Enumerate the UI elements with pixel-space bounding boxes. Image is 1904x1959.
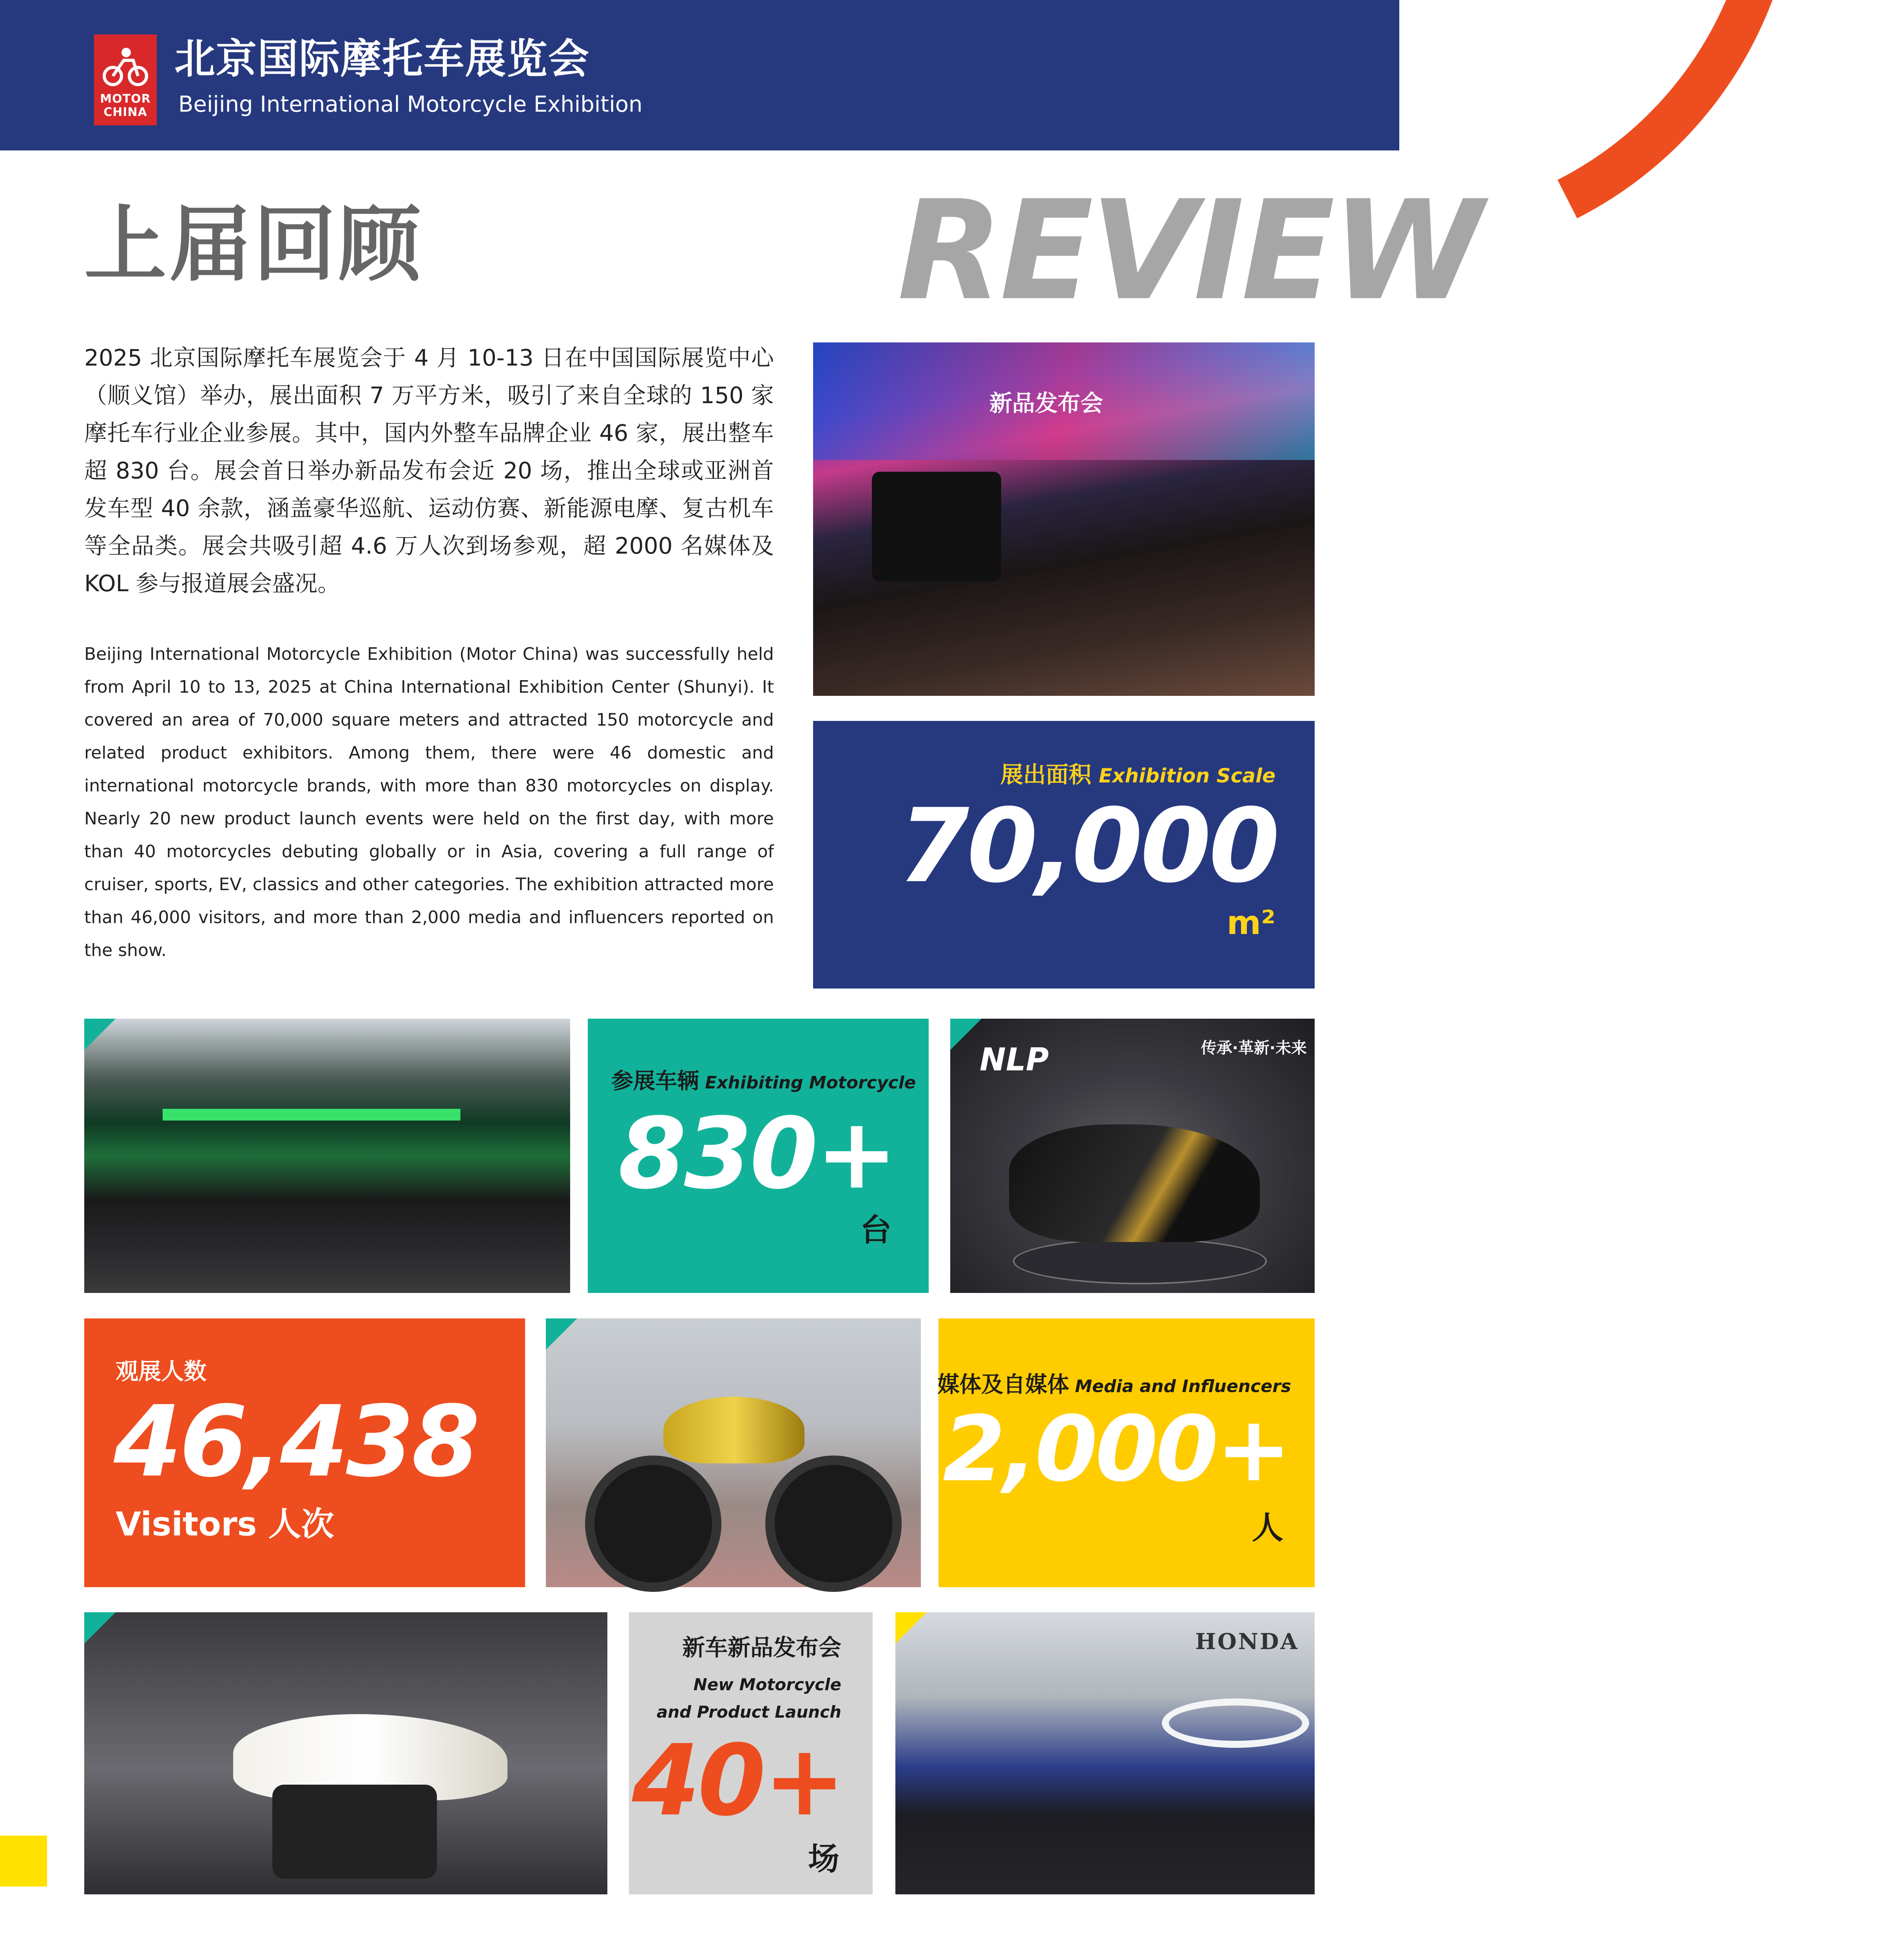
motor-china-logo [94,34,157,125]
stat-new-product-launch [629,1612,873,1894]
honda-hall-photo [895,1612,1315,1894]
photo-corner-accent [546,1318,577,1350]
visitors-unit: Visitors 人次 [116,1505,334,1543]
photo-corner-accent [84,1019,116,1050]
media-label-en: Media and Influencers [1075,1376,1291,1396]
motorcycle-shape [1009,1124,1260,1242]
nlp-brand-text: NLP [980,1041,1049,1078]
logo-text: MOTOR CHINA [100,92,151,119]
section-title-cn: 上届回顾 [84,197,423,293]
visitors-label-cn: 观展人数 [116,1358,207,1385]
intro-paragraph-cn: 2025 北京国际摩托车展览会于 4 月 10-13 日在中国国际展览中心（顺义馆）举办，展出面积 7 万平方米，吸引了来自全球的 150 家摩托车行业企业参展。其中，国内外整车品牌企业 46 家，展出整车超 830 台。展会首日举办新品发布会近 20 场，推出全球或亚洲首发车型 40 余款，涵盖豪华巡航、运动仿赛、新能源电摩、复古机车等全品类。展会共吸引超 4.6 万人次到场参观，超 2000 名媒体及 KOL 参与报道展会盛况。 [84,344,774,597]
media-value: 2,000+ [942,1397,1289,1502]
header-banner [0,0,1399,150]
launch-value: 40+ [632,1724,843,1838]
header-title-en: Beijing International Motorcycle Exhibition [178,92,643,117]
photo-corner-accent [84,1612,116,1644]
intro-paragraph-en: Beijing International Motorcycle Exhibition (Motor China) was successfully held from April 10 to 13, 2025 at China International Exhibition Center (Shunyi). It covered an area of 70,000 square meters and attracted 150 motorcycle and related product exhibitors. Among them, there were 46 domestic and international motorcycle brands, with more than 830 motorcycles on display. Nearly 20 new product launch events were held on the first day, with more than 40 motorcycles debuting globally or in Asia, covering a full range of cruiser, sports, EV, classics and other categories. The exhibition attracted more than 46,000 visitors, and more than 2,000 media and influencers reported on the show. [84,644,774,960]
photo-corner-accent [895,1612,927,1644]
nlp-motorcycle-photo [950,1019,1315,1293]
launch-unit: 场 [808,1841,839,1877]
stat-exhibition-scale [813,721,1315,989]
rear-wheel-shape [585,1456,721,1592]
fuel-tank-shape [663,1397,804,1463]
motorcycle-logo-icon [101,42,150,91]
launch-label-en-2: and Product Launch [656,1702,841,1722]
scale-label-en: Exhibition Scale [1099,764,1275,787]
cruiser-engine-shape [272,1785,437,1879]
scale-value: 70,000 [898,787,1277,905]
motorcycle-unit: 台 [860,1212,891,1248]
yellow-motorcycle-photo [546,1318,921,1587]
yellow-edge-accent [0,1836,47,1887]
launch-event-photo [813,342,1315,696]
scale-unit: m² [1226,903,1275,942]
nlp-slogan-text: 传承·革新·未来 [1201,1039,1307,1057]
honda-brand-text: HONDA [1195,1629,1299,1655]
stat-media-influencers [938,1318,1315,1587]
photo-corner-accent [950,1019,982,1050]
booth-light-strip [163,1109,460,1121]
front-wheel-shape [765,1456,902,1592]
green-booth-photo [84,1019,570,1293]
ring-light-shape [1162,1698,1309,1748]
display-stage [1013,1238,1267,1284]
stat-visitors [84,1318,525,1587]
white-cruiser-photo [84,1612,607,1894]
camera-shape [872,472,1001,581]
motorcycle-label-cn: 参展车辆 [611,1068,699,1094]
media-unit: 人 [1252,1510,1283,1546]
motorcycle-label-en: Exhibiting Motorcycle [705,1073,916,1093]
visitors-value: 46,438 [114,1385,478,1499]
scale-label-cn: 展出面积 [1000,761,1091,788]
motorcycle-value: 830+ [618,1097,895,1211]
launch-label-cn: 新车新品发布会 [682,1634,841,1661]
media-label-cn: 媒体及自媒体 [937,1372,1069,1398]
launch-label-en-1: New Motorcycle [693,1675,841,1694]
section-title-en: REVIEW [897,171,1480,331]
launch-photo-caption: 新品发布会 [989,390,1103,416]
stat-exhibiting-motorcycle [588,1019,929,1293]
header-title-cn: 北京国际摩托车展览会 [174,35,590,83]
